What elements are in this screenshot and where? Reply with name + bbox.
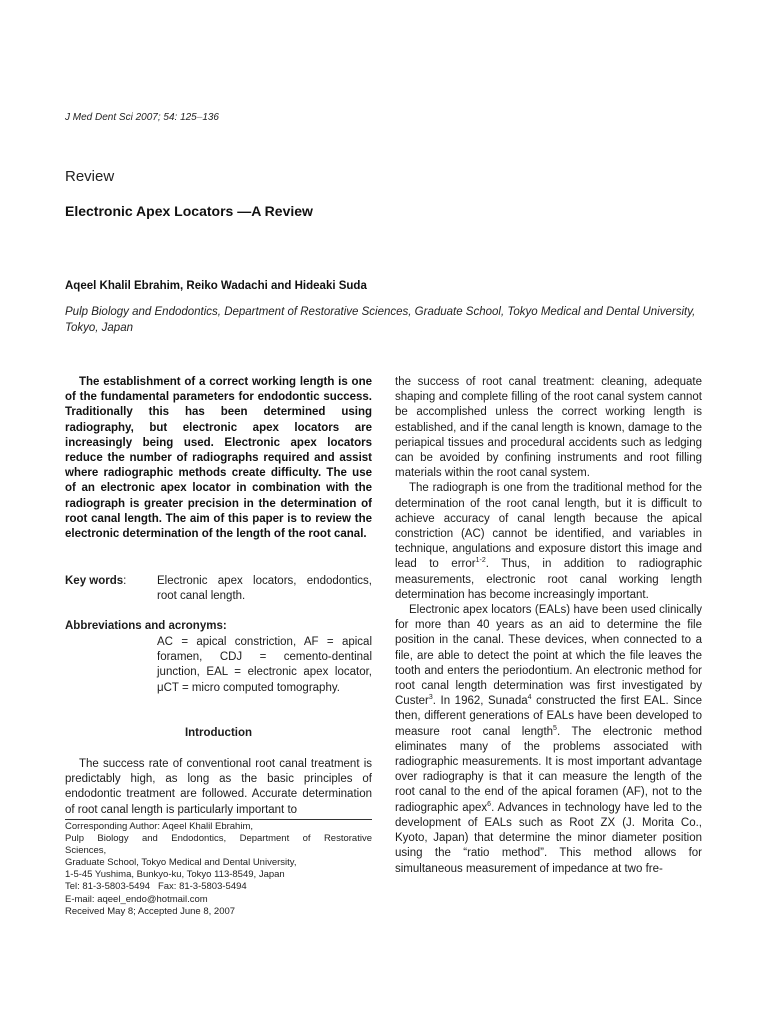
intro-paragraph-3 (395, 603, 702, 877)
keywords-block (65, 574, 372, 604)
footnote-line: Pulp Biology and Endodontics, Department of Restorative (65, 833, 372, 845)
author-list: Aqeel Khalil Ebrahim, Reiko Wadachi and Hideaki Suda (65, 280, 367, 292)
keywords-colon: : (123, 575, 127, 587)
text-run: . The electronic method eliminates many of the problems associated with radiographic measurements. It is most important advantage over radiography is that it can measure the length of the root canal to the end of the apical foramen (AF), not to the radiographic apex (395, 725, 702, 814)
article-type: Review (65, 168, 115, 185)
reference-superscript: 1-2 (475, 557, 486, 565)
right-column (395, 375, 702, 877)
footnote-line: 1-5-45 Yushima, Bunkyo-ku, Tokyo 113-8549, Japan (65, 869, 285, 881)
journal-citation (65, 112, 219, 123)
abbreviations-label: Abbreviations and acronyms: (65, 620, 227, 632)
footnote-divider (65, 819, 372, 820)
text-run: . Thus, in addition to radiographic measurements, electronic root canal working length determination has become increasingly important. (395, 558, 702, 601)
keywords-label (65, 574, 126, 589)
text-run: . In 1962, Sunada (432, 695, 528, 708)
text-run: . Advances in technology have led to the development of EALs such as Root ZX (J. Morita Co., Kyoto, Japan) that determine the minor diameter position using the “ratio method”. This method allows for simultaneous measurement of impedance at two fre- (395, 801, 703, 875)
intro-paragraph-2 (395, 481, 702, 603)
text-run: Electronic apex locators (EALs) have been used clinically for more than 40 years as an aid to determine the file position in the canal. These devices, when connected to a file, are able to detect the point at which the file leaves the tooth and enters the periodontium. An electronic method for root canal length determination was first investigated by Custer (395, 604, 702, 708)
text-run: The radiograph is one from the traditional method for the determination of the root canal length, but it is difficult to achieve accuracy of canal length because the apical constriction (AC) cannot be identified, and variables in technique, angulations and exposure distort this image and lead to error (395, 482, 702, 571)
citation-end-page: 136 (202, 112, 219, 123)
footnote-line: Sciences, (65, 845, 107, 857)
keywords-label-text: Key words (65, 575, 124, 587)
introduction-left-column (65, 757, 372, 818)
correspondence-footnote (65, 821, 372, 918)
footnote-line: Corresponding Author: Aqeel Khalil Ebrahim, (65, 821, 254, 832)
keywords-text: Electronic apex locators, endodontics, root canal length. (157, 575, 372, 603)
introduction-heading: Introduction (184, 727, 253, 739)
abstract-text: The establishment of a correct working length is one of the fundamental parameters for endodontic success. Traditionally this has been determined using radiography, but electronic apex locators are increasingly being used. Electronic apex locators reduce the number of radiographs required and assist where radiographic methods create difficulty. The use of an electronic apex locator in combination with the radiograph is greater precision in the determination of root canal length. The aim of this paper is to review the electronic determination of the length of the root canal. (65, 376, 372, 541)
citation-text: J Med Dent Sci 2007; 54: 125 (65, 112, 197, 123)
reference-superscript: 4 (527, 694, 532, 702)
footnote-line: Graduate School, Tokyo Medical and Dental University, (65, 857, 297, 869)
footnote-email: E-mail: aqeel_endo@hotmail.com (65, 893, 208, 905)
reference-superscript: 3 (428, 694, 433, 702)
article-title: Electronic Apex Locators —A Review (65, 203, 313, 219)
abbreviations-text: AC = apical constriction, AF = apical foramen, CDJ = cemento-dentinal junction, EAL = electronic apex locator, μCT = micro computed tomography. (157, 636, 372, 694)
abstract-block (65, 375, 372, 542)
intro-paragraph-1: The success rate of conventional root canal treatment is predictably high, as long as the basic principles of endodontic treatment are followed. Accurate determination of root canal length is particularly important to (65, 758, 372, 816)
footnote-line: Tel: 81-3-5803-5494 Fax: 81-3-5803-5494 (65, 881, 247, 893)
text-run: constructed the first EAL. Since then, different generations of EALs have been developed to measure root canal length (395, 695, 702, 738)
reference-superscript: 6 (487, 800, 492, 808)
reference-superscript: 5 (553, 724, 557, 732)
footnote-dates: Received May 8; Accepted June 8, 2007 (65, 905, 236, 917)
affiliation: Pulp Biology and Endodontics, Department of Restorative Sciences, Graduate School, Tokyo Medical and Dental University, Tokyo, Japan (65, 306, 696, 334)
citation-dash: – (196, 112, 203, 123)
intro-paragraph-1-continued: the success of root canal treatment: cleaning, adequate shaping and complete filling of the root canal system cannot be accomplished unless the correct working length is established, and if the canal length is known, damage to the periapical tissues and procedural accidents such as ledging can be avoided by confining instruments and root filling materials within the root canal system. (395, 376, 702, 480)
